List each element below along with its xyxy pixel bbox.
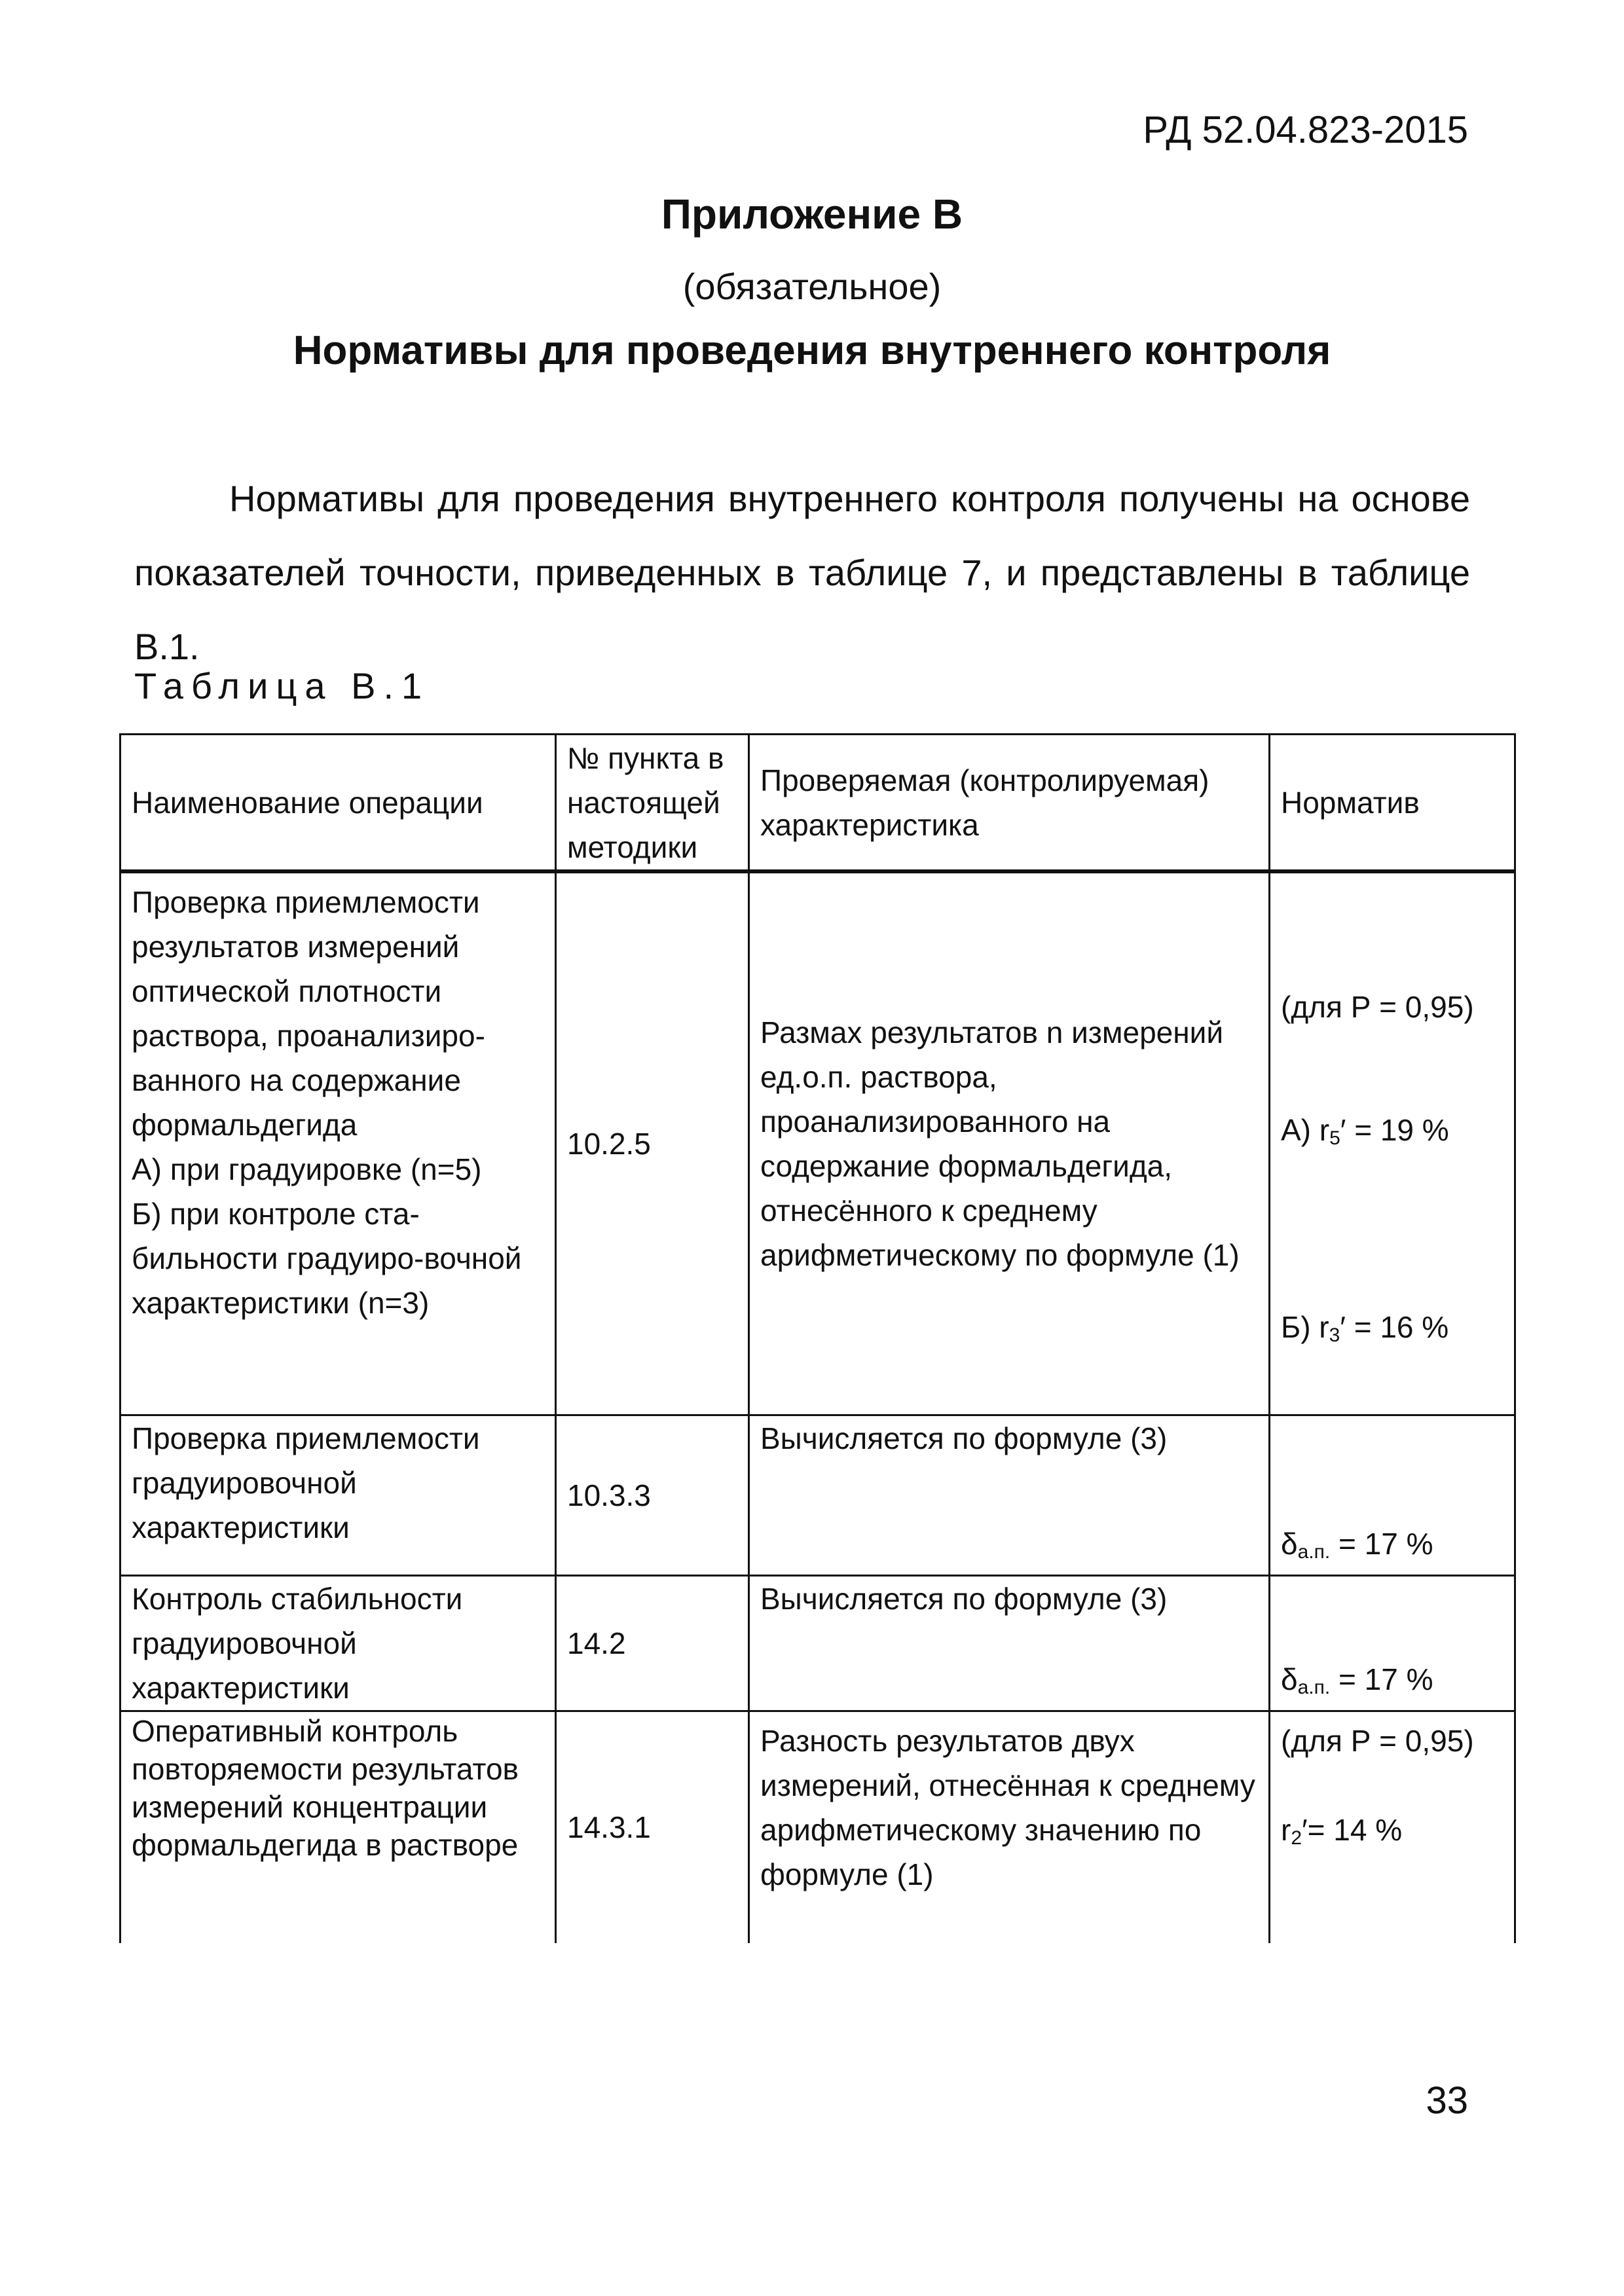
norm-cell	[1270, 1575, 1515, 1711]
document-code: РД 52.04.823-2015	[1143, 109, 1468, 151]
clause-cell: 14.2	[556, 1575, 749, 1711]
norm-symbol: δ	[1281, 1526, 1298, 1561]
characteristic-cell: Разность результатов двух измерений, отнесённая к среднему арифметическому значению по формуле (1)	[749, 1711, 1270, 1943]
column-header-clause: № пункта в настоящей методики	[556, 735, 749, 872]
norm-value: = 17 %	[1338, 1662, 1433, 1696]
norm-symbol: r	[1281, 1812, 1291, 1847]
norm-cell	[1270, 871, 1515, 1415]
norm-symbol: А) r	[1281, 1113, 1330, 1147]
characteristic-cell: Вычисляется по формуле (3)	[749, 1415, 1270, 1575]
norm-condition: (для Р = 0,95)	[1281, 1723, 1474, 1758]
operation-cell	[120, 871, 556, 1415]
norm-value: = 17 %	[1338, 1526, 1433, 1561]
table-row	[120, 1711, 1515, 1943]
column-header-norm: Норматив	[1270, 735, 1515, 872]
norm-subscript: 2	[1291, 1827, 1302, 1849]
norm-case-b	[1281, 1305, 1504, 1358]
clause-cell: 14.3.1	[556, 1711, 749, 1943]
appendix-status: (обязательное)	[682, 266, 942, 307]
operation-cell: Контроль стабильности градуировочной характеристики	[120, 1575, 556, 1711]
table-row	[120, 1575, 1515, 1711]
operation-cell: Оперативный контроль повторяемости результатов измерений концентрации формальдегида в растворе	[120, 1711, 556, 1943]
intro-paragraph: Нормативы для проведения внутреннего контроля получены на основе показателей точности, приведенных в таблице 7, и представлены в таблице В.1.	[134, 478, 1470, 667]
clause-cell: 10.3.3	[556, 1415, 749, 1575]
operation-case-a: А) при градуировке (n=5)	[132, 1152, 482, 1186]
characteristic-cell: Вычисляется по формуле (3)	[749, 1575, 1270, 1711]
operation-case-b: Б) при контроле ста-бильности градуиро-вочной характеристики (n=3)	[132, 1197, 522, 1320]
norm-value: ′ = 19 %	[1340, 1113, 1449, 1147]
operation-cell: Проверка приемлемости градуировочной характеристики	[120, 1415, 556, 1575]
norm-cell	[1270, 1711, 1515, 1943]
table-caption: Таблица В.1	[134, 665, 430, 706]
norm-symbol: Б) r	[1281, 1310, 1329, 1344]
section-heading: Нормативы для проведения внутреннего контроля	[293, 328, 1331, 373]
table-row	[120, 1415, 1515, 1575]
norm-subscript: а.п.	[1297, 1676, 1331, 1698]
norm-subscript: 5	[1329, 1127, 1340, 1149]
column-header-characteristic: Проверяемая (контролируемая) характеристика	[749, 735, 1270, 872]
appendix-title: Приложение В	[661, 191, 963, 238]
table-header-row	[120, 735, 1515, 872]
norm-subscript: а.п.	[1297, 1540, 1331, 1563]
norm-value: ′ = 16 %	[1340, 1310, 1449, 1344]
characteristic-cell: Размах результатов n измерений ед.о.п. раствора, проанализированного на содержание формальдегида, отнесённого к среднему арифметическому по формуле (1)	[749, 871, 1270, 1415]
table-row	[120, 871, 1515, 1415]
column-header-operation: Наименование операции	[120, 735, 556, 872]
norm-condition: (для Р = 0,95)	[1281, 990, 1474, 1024]
norm-cell	[1270, 1415, 1515, 1575]
operation-text: Проверка приемлемости результатов измерений оптической плотности раствора, проанализиро-ванного на содержание формальдегида	[132, 885, 485, 1142]
norm-subscript: 3	[1329, 1324, 1340, 1346]
norm-value: ′= 14 %	[1302, 1812, 1403, 1847]
page-number: 33	[1426, 2079, 1468, 2122]
norm-symbol: δ	[1281, 1662, 1298, 1696]
norm-line	[1281, 1808, 1504, 1861]
norms-table	[119, 733, 1516, 1943]
clause-cell: 10.2.5	[556, 871, 749, 1415]
norm-case-a	[1281, 1108, 1504, 1161]
